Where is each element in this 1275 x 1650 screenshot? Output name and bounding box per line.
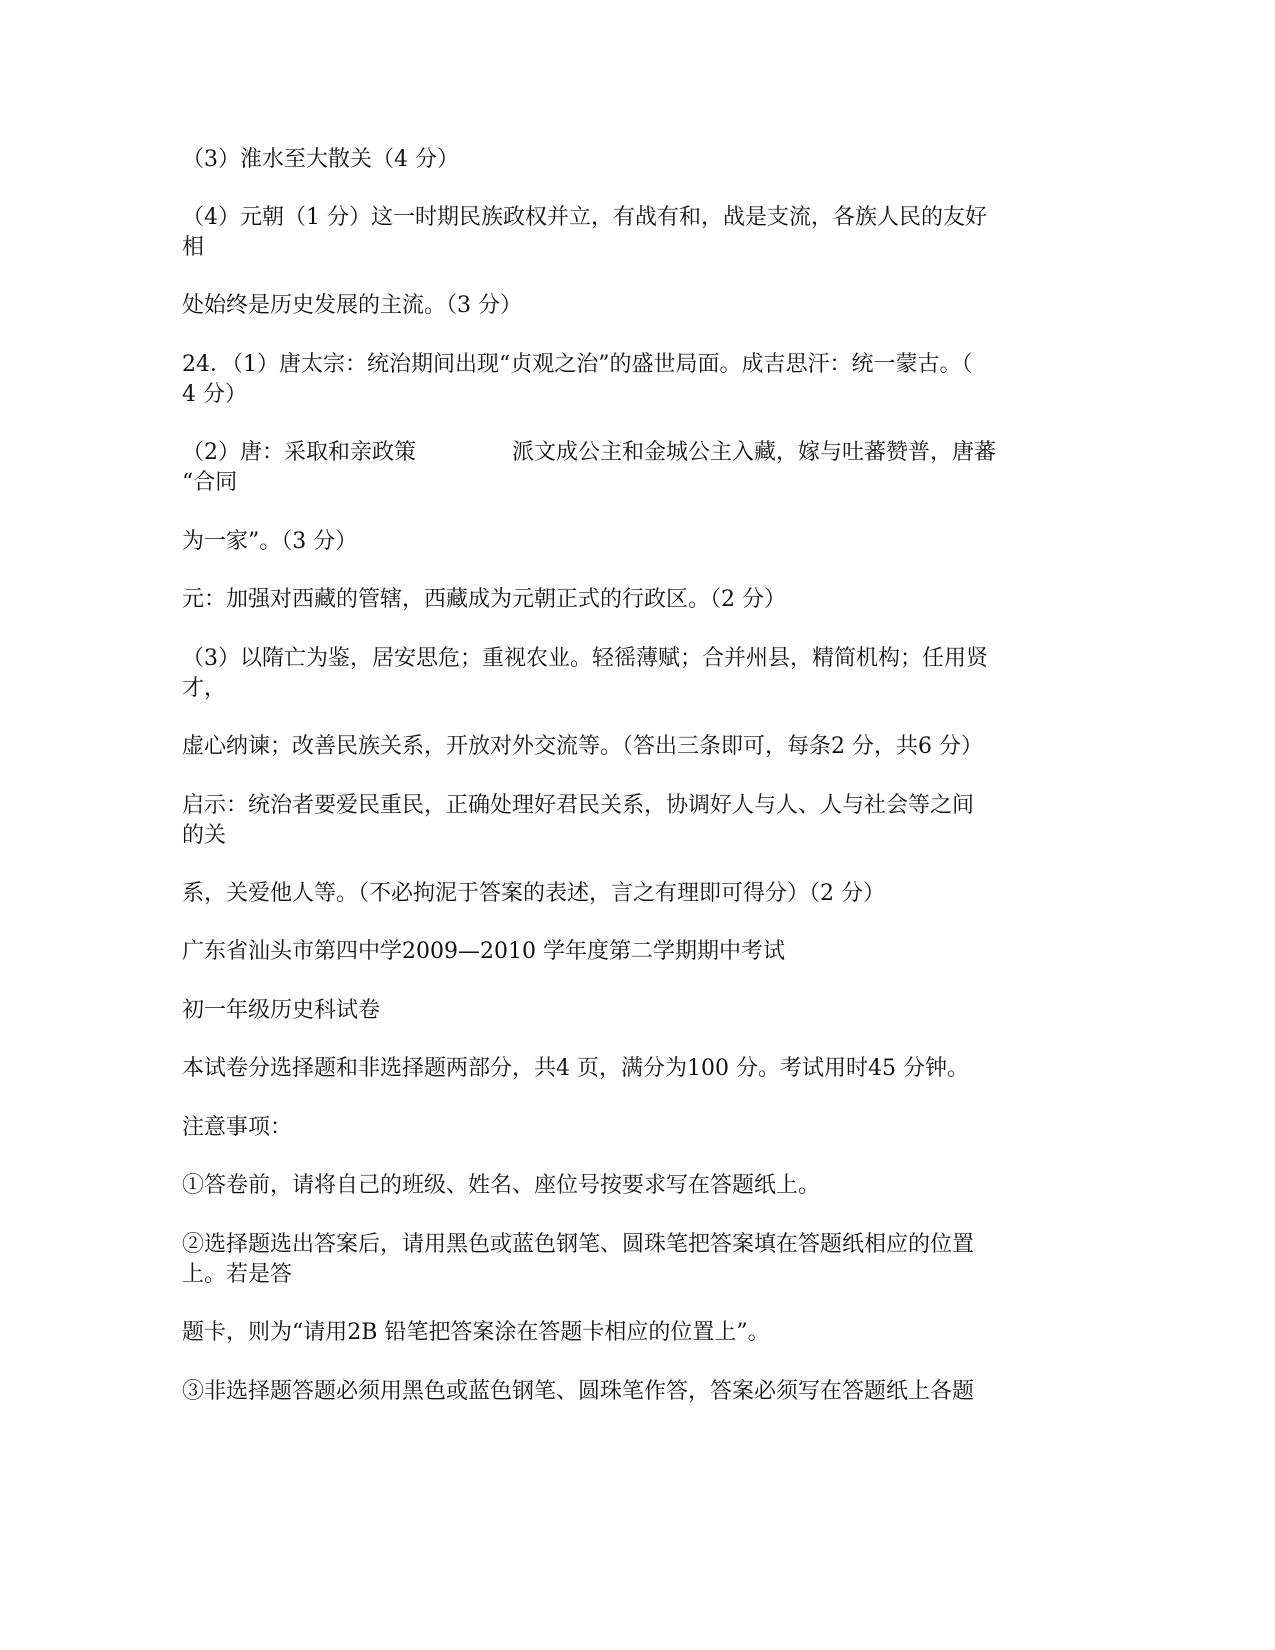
answer-24-2-wrap: “合同 — [182, 470, 238, 495]
note-3: ③非选择题答题必须用黑色或蓝色钢笔、圆珠笔作答，答案必须写在答题纸上各题 — [182, 1379, 975, 1404]
answer-24-3: （3）以隋亡为鉴，居安思危；重视农业。轻徭薄赋；合并州县，精简机构；任用贤 — [182, 646, 988, 671]
answer-24-insight: 启示：统治者要爱民重民，正确处理好君民关系，协调好人与人、人与社会等之间 — [182, 793, 975, 818]
answer-24-2-part2: 派文成公主和金城公主入藏，嫁与吐蕃赞普，唐蕃 — [512, 440, 997, 465]
answer-24-insight-cont: 系，关爱他人等。（不必拘泥于答案的表述，言之有理即可得分）（2 分） — [182, 881, 885, 906]
answer-24-1: 24．（1）唐太宗：统治期间出现“贞观之治”的盛世局面。成吉思汗：统一蒙古。（ — [182, 352, 973, 377]
answer-24-2 — [182, 438, 996, 468]
note-2-cont: 题卡，则为“请用2B 铅笔把答案涂在答题卡相应的位置上”。 — [182, 1320, 770, 1345]
answer-24-2-yuan: 元：加强对西藏的管辖，西藏成为元朝正式的行政区。（2 分） — [182, 587, 786, 612]
note-1: ①答卷前，请将自己的班级、姓名、座位号按要求写在答题纸上。 — [182, 1173, 821, 1198]
note-2-wrap: 上。若是答 — [182, 1262, 293, 1287]
answer-24-3-wrap: 才， — [182, 676, 227, 701]
answer-23-3: （3）淮水至大散关（4 分） — [182, 147, 459, 172]
answer-23-4-cont: 处始终是历史发展的主流。（3 分） — [182, 293, 522, 318]
answer-24-2-part1: （2）唐：采取和亲政策 — [182, 440, 416, 465]
note-2: ②选择题选出答案后，请用黑色或蓝色钢笔、圆珠笔把答案填在答题纸相应的位置 — [182, 1232, 975, 1257]
answer-23-4: （4）元朝（1 分）这一时期民族政权并立，有战有和，战是支流，各族人民的友好 — [182, 205, 987, 230]
notes-heading: 注意事项： — [182, 1115, 293, 1140]
answer-24-1-wrap: 4 分） — [182, 382, 247, 407]
exam-description: 本试卷分选择题和非选择题两部分，共4 页，满分为100 分。考试用时45 分钟。 — [182, 1056, 969, 1081]
answer-24-insight-wrap: 的关 — [182, 823, 227, 848]
exam-subtitle: 初一年级历史科试卷 — [182, 998, 381, 1023]
answer-24-3-cont: 虚心纳谏；改善民族关系，开放对外交流等。（答出三条即可，每条2 分，共6 分） — [182, 734, 983, 759]
exam-title: 广东省汕头市第四中学2009—2010 学年度第二学期期中考试 — [182, 939, 785, 964]
answer-24-2-cont: 为一家”。（3 分） — [182, 529, 358, 554]
answer-23-4-wrap: 相 — [182, 235, 205, 260]
